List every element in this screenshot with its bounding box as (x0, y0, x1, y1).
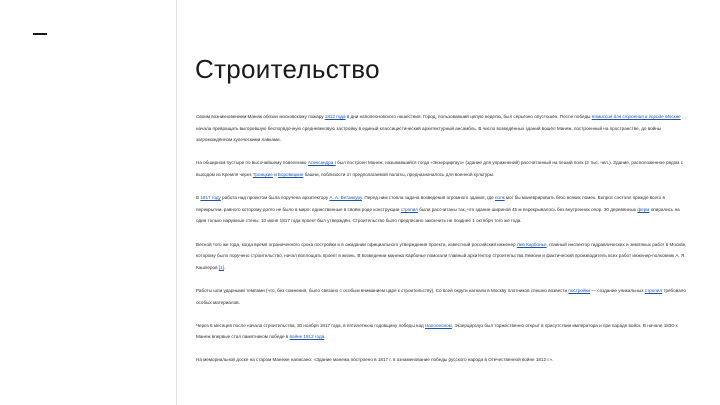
paragraph-gap (196, 273, 691, 285)
paragraph-project (196, 192, 691, 227)
text: в дни наполеоновского нашествия. Город, пользовавший целую неделю, был серьёзно опустошён. После победы (345, 114, 592, 119)
paragraph-gap (196, 227, 691, 239)
link-betancourt[interactable]: А. А. Бетанкуру (329, 195, 362, 201)
text: . Перед ним стояла задача возведения огромного здания, где (361, 195, 495, 201)
link-alexander-i[interactable]: Александра I (307, 160, 336, 166)
paragraph-works (196, 285, 691, 308)
text: опирались на один только наружные стены. 10 июня 1817 года проект был утверждён. Строительство было предписано закончить не позднее 1 октября того же года. (196, 206, 680, 224)
text: В (196, 195, 201, 201)
paragraph-gap (196, 308, 691, 320)
link-1817-year[interactable]: 1817 году (200, 195, 221, 201)
text: — создание уникальных (590, 287, 645, 293)
paragraph-gap (196, 181, 691, 193)
paragraph-gap (196, 343, 691, 355)
link-carbonnier[interactable]: Лев Карбонье (516, 241, 547, 247)
text: Весной того же года, когда время ограниченного срока постройки и в ожидании официального утверждения проекта, известный российский инженер (196, 241, 517, 247)
text: , главный инспектор гидравлических и земляных работ в Москве, которому было поручено строительство, начал воплощать проект в жизнь. В возведении манежа Карбонье помогали главный архитектор строительства Лемони и фактический производитель всех работ инженер-полковник А. Я. Кашперов (196, 241, 687, 270)
paragraph-gap (196, 146, 691, 158)
text: работа над проектом была поручена архитектору (220, 195, 330, 201)
paragraph-order (196, 157, 691, 180)
link-war-1812[interactable]: войне 1812 года (289, 334, 325, 340)
text: На обширном пустыре по высочайшему повелению (196, 160, 308, 166)
link-rafters-2[interactable]: стропил (644, 287, 663, 293)
link-borovitskaya-tower[interactable]: Боровицкие (277, 171, 304, 177)
article-body (196, 111, 691, 366)
text: башни, поблизости от предполагаемой палаты, предназначалось для военной культуры. (303, 171, 495, 177)
left-divider-line (176, 0, 177, 405)
footnote-link-1[interactable]: [1] (218, 264, 224, 270)
text: Через 6 месяцев после начала строительства, 30 ноября 1817 года, в пятилетнюю годовщину победы над (196, 322, 425, 328)
text: Работы шли ударными темпами (что, без сомнения, было связано с особым вниманием царя к строительству). Со всей округи нагнали в Москву плотников спешно возвести (196, 287, 569, 293)
text: Своим возникновением Манеж обязан московскому пожару (196, 114, 325, 119)
link-regiment[interactable]: полк (495, 195, 505, 201)
corner-dash-mark (33, 33, 47, 35)
text: начала превращать выгоревшую беспорядочную средневековую застройку в единый классицистический архитектурный ансамбль. В число возведённых зданий вошёл Манеж, построенный на пространстве, до войны загромождённом купеческими лавками. (196, 125, 662, 143)
link-rafters[interactable]: стропил (400, 206, 418, 212)
paragraph-opening (196, 320, 691, 343)
link-1812-year[interactable]: 1812 года (324, 114, 346, 119)
text: На мемориальной доске на старом Манеже написано: «Здание манежа построено в 1817 г. в ознаменование победы русского народа в Отечественной войне 1812 г.». (196, 357, 554, 363)
link-building-commission[interactable]: Комиссия для строения в городе Москве (591, 114, 681, 119)
link-napoleon[interactable]: Наполеоном (424, 322, 452, 328)
text: . (324, 334, 326, 340)
text: требовало особых материалов. (196, 287, 686, 305)
paragraph-plaque (196, 354, 691, 366)
link-troitskaya-tower[interactable]: Троицкие (252, 171, 273, 177)
link-buildings[interactable]: постройки (568, 287, 591, 293)
link-trusses[interactable]: ферм (637, 206, 650, 212)
text: . (223, 264, 226, 270)
text: был построен Манеж, называвшийся тогда «Экзерциргауз» (здание для упражнений) рассчитанный на пеший полк (2 тыс. чел.). Здание, расположенное рядом с выходом из Кремля через (196, 160, 684, 177)
paragraph-construction (196, 239, 691, 274)
text: были рассчитаны так, что здание шириной 45 м перекрывалось без внутренних опор. 30 деревянных (417, 206, 638, 212)
text: мог бы маневрировать безо всяких помех. Вопрос состоял прежде всего в перекрытии, равного которому долго не было в мире: единственные в своём роде конструкции (196, 195, 665, 212)
page-title: Строительство (195, 54, 380, 84)
text: , Экзерциргауз был торжественно открыт в присутствии императора и при параде войск. В начале 1830-х Манеж впервые стал памятником победе в (196, 322, 678, 340)
paragraph-origin (196, 111, 691, 146)
text: и (272, 171, 278, 177)
